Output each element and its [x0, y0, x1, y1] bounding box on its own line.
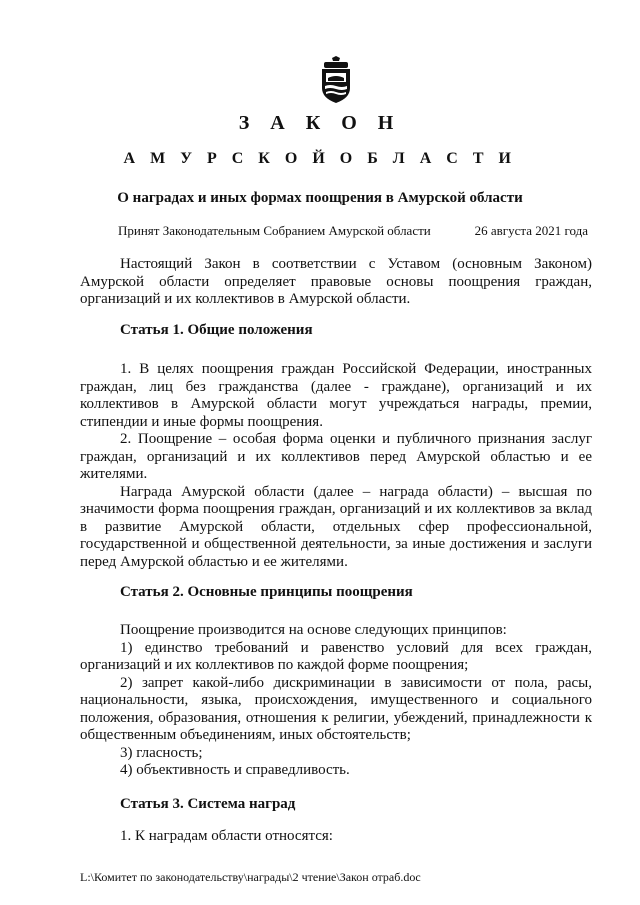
document-subtitle: А М У Р С К О Й О Б Л А С Т И: [123, 150, 517, 167]
accepted-by: Принят Законодательным Собранием Амурской области: [118, 223, 431, 238]
article-1-paragraph-3: Награда Амурской области (далее – награда области) – высшая по значимости форма поощрения граждан, организаций и их коллективов за вклад в развитие Амурской области, отдельных сфер профессиональной, государственной и общественной деятельности, за иные достижения и заслуги перед Амурской областью и ее жителями.: [80, 483, 592, 570]
article-2-body: [80, 622, 592, 780]
document-title: З А К О Н: [238, 112, 402, 134]
law-name: О наградах и иных формах поощрения в Амурской области: [117, 190, 523, 206]
article-2-item-4: 4) объективность и справедливость.: [120, 762, 350, 778]
coat-of-arms-icon: [316, 56, 356, 104]
article-3-heading: Статья 3. Система наград: [120, 796, 296, 812]
article-2-heading: Статья 2. Основные принципы поощрения: [120, 584, 413, 600]
article-2-item-2: 2) запрет какой-либо дискриминации в зависимости от пола, расы, национальности, языка, происхождения, имущественного и социального положения, образования, отношения к религии, убеждений, принадлежности к общественным объединениям, иных обстоятельств;: [80, 674, 592, 743]
article-1-paragraph-1: 1. В целях поощрения граждан Российской Федерации, иностранных граждан, лиц без гражданства (далее - граждане), организаций и их коллективов в Амурской области могут учреждаться награды, премии, стипендии и иные формы поощрения.: [80, 361, 592, 430]
article-1-paragraph-2: 2. Поощрение – особая форма оценки и публичного признания заслуг граждан, организаций и их коллективов перед Амурской областью и ее жителями.: [80, 431, 592, 482]
article-2-intro: Поощрение производится на основе следующих принципов:: [120, 622, 507, 638]
article-3-body: [80, 828, 592, 846]
footer-file-path: L:\Комитет по законодательству\награды\2 чтение\Закон отраб.doc: [80, 870, 421, 884]
accepted-date: 26 августа 2021 года: [474, 223, 588, 238]
article-1-body: [80, 361, 592, 571]
article-2-item-1: 1) единство требований и равенство условий для всех граждан, организаций и их коллективов по каждой форме поощрения;: [80, 639, 592, 673]
article-1-heading: Статья 1. Общие положения: [120, 322, 313, 338]
preamble-block: [80, 256, 592, 309]
acceptance-line: [118, 223, 588, 239]
preamble-paragraph: Настоящий Закон в соответствии с Уставом (основным Законом) Амурской области определяет правовые основы поощрения граждан, организаций и их коллективов в Амурской области.: [80, 256, 592, 307]
article-3-paragraph-1: 1. К наградам области относятся:: [120, 828, 333, 844]
article-2-item-3: 3) гласность;: [120, 744, 203, 761]
